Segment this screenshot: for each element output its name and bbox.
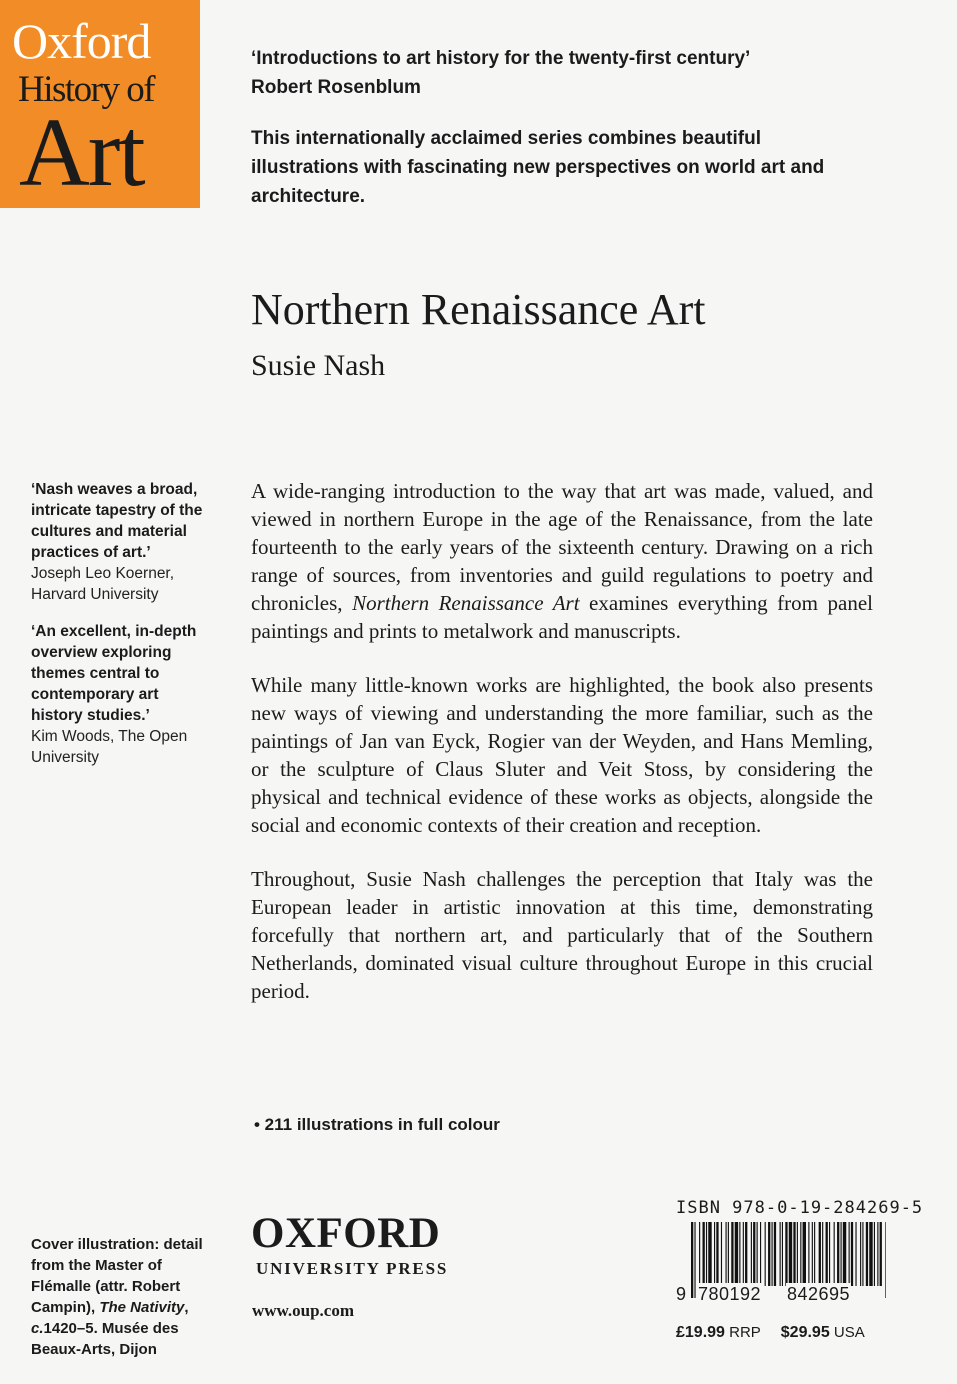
barcode-bar — [866, 1222, 868, 1286]
barcode-bar — [757, 1222, 758, 1286]
barcode-digit-first: 9 — [676, 1284, 687, 1304]
barcode-bar — [731, 1222, 733, 1286]
barcode-digits-left: 780192 — [698, 1284, 762, 1304]
barcode-bar — [739, 1222, 740, 1286]
barcode-bar — [793, 1222, 795, 1286]
barcode-bar — [797, 1222, 798, 1286]
prices — [676, 1322, 865, 1344]
barcode-bar — [862, 1222, 863, 1286]
barcode-bar — [837, 1222, 839, 1286]
barcode-bar — [877, 1222, 878, 1286]
barcode-bar — [735, 1222, 738, 1286]
barcode-bar — [834, 1222, 835, 1286]
review-quote-text: ‘An excellent, in-depth overview exploring themes central to contemporary art history studies.’ — [31, 623, 197, 724]
review-quote — [31, 479, 211, 605]
barcode-bar — [829, 1222, 830, 1286]
barcode-bar — [703, 1222, 705, 1286]
barcode-bar — [851, 1222, 853, 1286]
barcode-bar — [721, 1222, 722, 1286]
barcode-bar — [726, 1222, 727, 1286]
barcode-bar — [699, 1222, 700, 1286]
series-quote — [251, 44, 931, 102]
barcode-bar — [874, 1222, 875, 1286]
barcode-bar — [706, 1222, 707, 1286]
review-quote — [31, 621, 211, 768]
description-paragraph: Throughout, Susie Nash challenges the perception that Italy was the European leader in artistic innovation at this time, demonstrating forcefully that northern art, and particularly that of the Southern Netherlands, dominated visual culture throughout Europe in this crucial period. — [251, 867, 873, 1003]
barcode-bar — [808, 1222, 809, 1286]
barcode-bar — [745, 1222, 747, 1286]
series-logo — [0, 0, 200, 208]
barcode-bar — [768, 1222, 770, 1286]
barcode-bar — [800, 1222, 801, 1286]
barcode-bar — [826, 1222, 828, 1286]
barcode-bar — [751, 1222, 752, 1286]
barcode-bar — [885, 1222, 886, 1298]
publisher-name: OXFORD — [251, 1210, 441, 1257]
logo-line-oxford: Oxford — [12, 13, 151, 69]
logo-line-art: Art — [19, 99, 144, 207]
barcode-bar — [860, 1222, 861, 1286]
publisher-url: www.oup.com — [252, 1301, 355, 1320]
barcode-bar — [843, 1222, 846, 1286]
price-gbp-label: RRP — [729, 1324, 761, 1341]
barcode-bar — [849, 1222, 850, 1286]
barcode-bar — [765, 1222, 766, 1286]
price-gbp: £19.99 — [676, 1324, 725, 1341]
cover-credit: Cover illustration: detail from the Master of Flémalle (attr. Robert Campin), The Nativity, c.1420–5. Musée des Beaux-Arts, Dijon — [31, 1236, 203, 1358]
logo-line-history: History of — [18, 69, 155, 110]
price-usd-label: USA — [833, 1324, 865, 1341]
series-blurb: This internationally acclaimed series combines beautiful illustrations with fascinating new perspectives on world art and architecture. — [251, 128, 825, 207]
barcode-bar — [819, 1222, 821, 1286]
barcode-bar — [880, 1222, 882, 1286]
barcode-bar — [822, 1222, 823, 1286]
barcode-bar — [716, 1222, 718, 1286]
barcode-bar — [855, 1222, 856, 1286]
review-quote-attribution: Kim Woods, The Open University — [31, 728, 188, 766]
illustrations-bullet: • 211 illustrations in full colour — [254, 1115, 500, 1134]
barcode-bar — [728, 1222, 729, 1286]
barcode-bar — [753, 1222, 755, 1286]
isbn-label: ISBN 978-0-19-284269-5 — [676, 1198, 924, 1218]
barcode-bar — [714, 1222, 715, 1286]
title-italic: Northern Renaissance Art — [352, 591, 580, 615]
review-quote-attribution: Joseph Leo Koerner, Harvard University — [31, 565, 175, 603]
series-quote-text: ‘Introductions to art history for the twenty-first century’ — [251, 48, 751, 69]
publisher-subtitle: UNIVERSITY PRESS — [256, 1259, 449, 1278]
barcode-bar — [841, 1222, 842, 1286]
barcode-bar — [772, 1222, 773, 1286]
barcode-bar — [814, 1222, 815, 1286]
barcode-bar — [780, 1222, 781, 1286]
series-quote-author: Robert Rosenblum — [251, 77, 421, 98]
barcode-bar — [803, 1222, 806, 1286]
description-paragraph: While many little-known works are highlighted, the book also presents new ways of viewing and understanding the more familiar, such as the paintings of Jan van Eyck, Rogier van der Weyden, and Hans Memling, or the sculpture of Claus Sluter and Veit Stoss, by considering the physical and technical evidence of these works as objects, alongside the social and economic contexts of their creation and reception. — [251, 673, 873, 837]
barcode-bar — [782, 1222, 783, 1286]
barcode-bar — [694, 1222, 695, 1298]
review-quote-text: ‘Nash weaves a broad, intricate tapestry of the cultures and material practices of art.’ — [31, 481, 203, 561]
price-usd: $29.95 — [780, 1324, 830, 1341]
barcode-digits-right: 842695 — [787, 1284, 851, 1304]
review-quotes — [31, 479, 211, 784]
barcode-bar — [708, 1222, 711, 1286]
description-paragraph: A wide-ranging introduction to the way that art was made, valued, and viewed in northern Europe in the age of the Renaissance, from the late fourteenth to the early years of the sixteenth century. Drawing on a rich range of sources, from inventories and guild regulations to poetry and chronicles, Northern Renaissance Art examines everything from panel paintings and prints to metalwork and manuscripts. — [251, 479, 873, 643]
book-title: Northern Renaissance Art — [251, 285, 706, 334]
barcode-bar — [760, 1222, 761, 1286]
barcode-bar — [774, 1222, 776, 1286]
barcode-bar — [869, 1222, 872, 1286]
book-author: Susie Nash — [251, 349, 386, 382]
barcode-bar — [743, 1222, 744, 1286]
barcode-bar — [812, 1222, 813, 1286]
book-description — [251, 477, 873, 1031]
barcode-bar — [785, 1222, 787, 1286]
barcode-bar — [691, 1222, 693, 1298]
